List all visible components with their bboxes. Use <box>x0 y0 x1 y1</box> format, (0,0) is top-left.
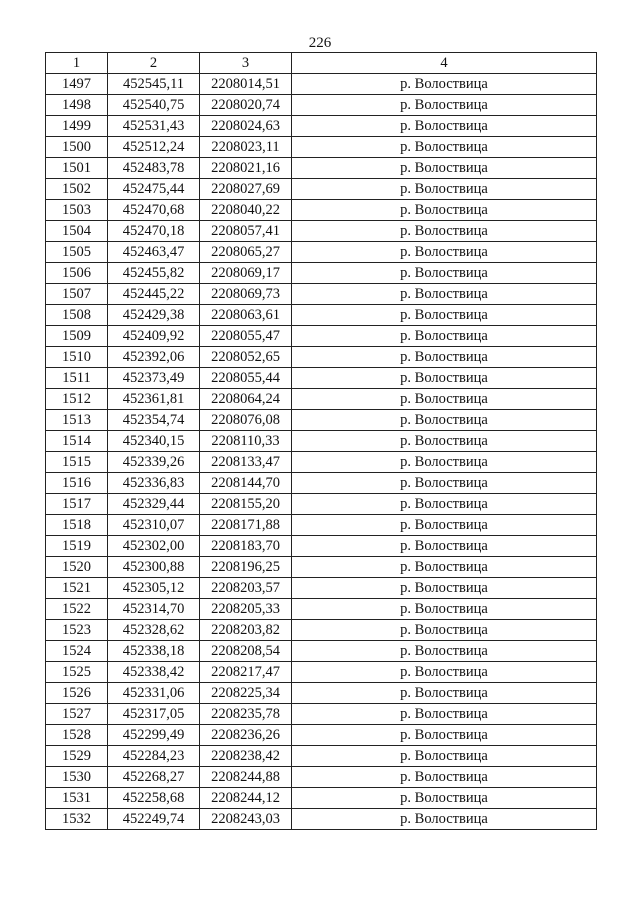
point-number-cell: 1532 <box>46 809 108 830</box>
description-cell: р. Волоствица <box>292 809 597 830</box>
table-row <box>46 536 597 557</box>
table-row <box>46 326 597 347</box>
point-number-cell: 1524 <box>46 641 108 662</box>
point-number-cell: 1511 <box>46 368 108 389</box>
point-number-cell: 1504 <box>46 221 108 242</box>
table-row <box>46 431 597 452</box>
x-coordinate-cell: 452354,74 <box>108 410 200 431</box>
point-number-cell: 1529 <box>46 746 108 767</box>
description-cell: р. Волоствица <box>292 704 597 725</box>
x-coordinate-cell: 452540,75 <box>108 95 200 116</box>
table-row <box>46 389 597 410</box>
description-cell: р. Волоствица <box>292 95 597 116</box>
y-coordinate-cell: 2208057,41 <box>200 221 292 242</box>
point-number-cell: 1514 <box>46 431 108 452</box>
x-coordinate-cell: 452268,27 <box>108 767 200 788</box>
x-coordinate-cell: 452314,70 <box>108 599 200 620</box>
x-coordinate-cell: 452545,11 <box>108 74 200 95</box>
table-row <box>46 221 597 242</box>
coordinates-table <box>45 52 597 830</box>
description-cell: р. Волоствица <box>292 368 597 389</box>
table-body <box>46 74 597 830</box>
x-coordinate-cell: 452429,38 <box>108 305 200 326</box>
y-coordinate-cell: 2208064,24 <box>200 389 292 410</box>
table-row <box>46 620 597 641</box>
column-header-2: 2 <box>108 53 200 74</box>
table-row <box>46 704 597 725</box>
point-number-cell: 1506 <box>46 263 108 284</box>
point-number-cell: 1520 <box>46 557 108 578</box>
table-row <box>46 410 597 431</box>
table-row <box>46 599 597 620</box>
x-coordinate-cell: 452284,23 <box>108 746 200 767</box>
x-coordinate-cell: 452483,78 <box>108 158 200 179</box>
x-coordinate-cell: 452338,42 <box>108 662 200 683</box>
table-header-row <box>46 53 597 74</box>
x-coordinate-cell: 452328,62 <box>108 620 200 641</box>
description-cell: р. Волоствица <box>292 515 597 536</box>
y-coordinate-cell: 2208217,47 <box>200 662 292 683</box>
description-cell: р. Волоствица <box>292 746 597 767</box>
description-cell: р. Волоствица <box>292 242 597 263</box>
y-coordinate-cell: 2208225,34 <box>200 683 292 704</box>
y-coordinate-cell: 2208144,70 <box>200 473 292 494</box>
description-cell: р. Волоствица <box>292 641 597 662</box>
point-number-cell: 1522 <box>46 599 108 620</box>
y-coordinate-cell: 2208069,17 <box>200 263 292 284</box>
table-row <box>46 494 597 515</box>
table-row <box>46 158 597 179</box>
description-cell: р. Волоствица <box>292 725 597 746</box>
point-number-cell: 1503 <box>46 200 108 221</box>
table-row <box>46 137 597 158</box>
table-row <box>46 515 597 536</box>
x-coordinate-cell: 452409,92 <box>108 326 200 347</box>
table-row <box>46 662 597 683</box>
description-cell: р. Волоствица <box>292 473 597 494</box>
x-coordinate-cell: 452310,07 <box>108 515 200 536</box>
y-coordinate-cell: 2208063,61 <box>200 305 292 326</box>
description-cell: р. Волоствица <box>292 200 597 221</box>
description-cell: р. Волоствица <box>292 494 597 515</box>
y-coordinate-cell: 2208235,78 <box>200 704 292 725</box>
table-row <box>46 347 597 368</box>
y-coordinate-cell: 2208040,22 <box>200 200 292 221</box>
x-coordinate-cell: 452361,81 <box>108 389 200 410</box>
table-row <box>46 95 597 116</box>
point-number-cell: 1530 <box>46 767 108 788</box>
description-cell: р. Волоствица <box>292 74 597 95</box>
y-coordinate-cell: 2208065,27 <box>200 242 292 263</box>
table-row <box>46 641 597 662</box>
description-cell: р. Волоствица <box>292 410 597 431</box>
table-row <box>46 683 597 704</box>
table-row <box>46 788 597 809</box>
description-cell: р. Волоствица <box>292 389 597 410</box>
x-coordinate-cell: 452300,88 <box>108 557 200 578</box>
point-number-cell: 1509 <box>46 326 108 347</box>
y-coordinate-cell: 2208052,65 <box>200 347 292 368</box>
table-row <box>46 725 597 746</box>
y-coordinate-cell: 2208244,12 <box>200 788 292 809</box>
x-coordinate-cell: 452249,74 <box>108 809 200 830</box>
table-row <box>46 179 597 200</box>
description-cell: р. Волоствица <box>292 158 597 179</box>
point-number-cell: 1512 <box>46 389 108 410</box>
point-number-cell: 1517 <box>46 494 108 515</box>
point-number-cell: 1507 <box>46 284 108 305</box>
x-coordinate-cell: 452470,68 <box>108 200 200 221</box>
x-coordinate-cell: 452338,18 <box>108 641 200 662</box>
y-coordinate-cell: 2208014,51 <box>200 74 292 95</box>
description-cell: р. Волоствица <box>292 326 597 347</box>
table-row <box>46 116 597 137</box>
x-coordinate-cell: 452317,05 <box>108 704 200 725</box>
table-row <box>46 809 597 830</box>
x-coordinate-cell: 452463,47 <box>108 242 200 263</box>
table-row <box>46 767 597 788</box>
y-coordinate-cell: 2208171,88 <box>200 515 292 536</box>
y-coordinate-cell: 2208203,82 <box>200 620 292 641</box>
y-coordinate-cell: 2208196,25 <box>200 557 292 578</box>
description-cell: р. Волоствица <box>292 599 597 620</box>
y-coordinate-cell: 2208236,26 <box>200 725 292 746</box>
point-number-cell: 1526 <box>46 683 108 704</box>
column-header-1: 1 <box>46 53 108 74</box>
y-coordinate-cell: 2208244,88 <box>200 767 292 788</box>
point-number-cell: 1505 <box>46 242 108 263</box>
point-number-cell: 1528 <box>46 725 108 746</box>
description-cell: р. Волоствица <box>292 557 597 578</box>
x-coordinate-cell: 452302,00 <box>108 536 200 557</box>
y-coordinate-cell: 2208055,47 <box>200 326 292 347</box>
description-cell: р. Волоствица <box>292 431 597 452</box>
y-coordinate-cell: 2208027,69 <box>200 179 292 200</box>
y-coordinate-cell: 2208183,70 <box>200 536 292 557</box>
x-coordinate-cell: 452339,26 <box>108 452 200 473</box>
table-row <box>46 473 597 494</box>
description-cell: р. Волоствица <box>292 305 597 326</box>
table-row <box>46 305 597 326</box>
y-coordinate-cell: 2208208,54 <box>200 641 292 662</box>
description-cell: р. Волоствица <box>292 179 597 200</box>
description-cell: р. Волоствица <box>292 578 597 599</box>
point-number-cell: 1498 <box>46 95 108 116</box>
table-row <box>46 746 597 767</box>
table-row <box>46 578 597 599</box>
y-coordinate-cell: 2208021,16 <box>200 158 292 179</box>
point-number-cell: 1527 <box>46 704 108 725</box>
point-number-cell: 1525 <box>46 662 108 683</box>
y-coordinate-cell: 2208133,47 <box>200 452 292 473</box>
page-number: 226 <box>308 35 332 51</box>
x-coordinate-cell: 452445,22 <box>108 284 200 305</box>
point-number-cell: 1501 <box>46 158 108 179</box>
y-coordinate-cell: 2208203,57 <box>200 578 292 599</box>
x-coordinate-cell: 452475,44 <box>108 179 200 200</box>
x-coordinate-cell: 452512,24 <box>108 137 200 158</box>
point-number-cell: 1521 <box>46 578 108 599</box>
table-row <box>46 557 597 578</box>
description-cell: р. Волоствица <box>292 263 597 284</box>
point-number-cell: 1515 <box>46 452 108 473</box>
table-row <box>46 284 597 305</box>
x-coordinate-cell: 452305,12 <box>108 578 200 599</box>
y-coordinate-cell: 2208205,33 <box>200 599 292 620</box>
column-header-4: 4 <box>292 53 597 74</box>
description-cell: р. Волоствица <box>292 662 597 683</box>
x-coordinate-cell: 452299,49 <box>108 725 200 746</box>
y-coordinate-cell: 2208069,73 <box>200 284 292 305</box>
description-cell: р. Волоствица <box>292 536 597 557</box>
point-number-cell: 1516 <box>46 473 108 494</box>
y-coordinate-cell: 2208020,74 <box>200 95 292 116</box>
x-coordinate-cell: 452258,68 <box>108 788 200 809</box>
description-cell: р. Волоствица <box>292 683 597 704</box>
y-coordinate-cell: 2208024,63 <box>200 116 292 137</box>
y-coordinate-cell: 2208155,20 <box>200 494 292 515</box>
x-coordinate-cell: 452331,06 <box>108 683 200 704</box>
y-coordinate-cell: 2208238,42 <box>200 746 292 767</box>
table-row <box>46 263 597 284</box>
description-cell: р. Волоствица <box>292 788 597 809</box>
y-coordinate-cell: 2208243,03 <box>200 809 292 830</box>
point-number-cell: 1523 <box>46 620 108 641</box>
description-cell: р. Волоствица <box>292 767 597 788</box>
table-row <box>46 74 597 95</box>
point-number-cell: 1531 <box>46 788 108 809</box>
point-number-cell: 1499 <box>46 116 108 137</box>
description-cell: р. Волоствица <box>292 452 597 473</box>
x-coordinate-cell: 452340,15 <box>108 431 200 452</box>
point-number-cell: 1510 <box>46 347 108 368</box>
x-coordinate-cell: 452455,82 <box>108 263 200 284</box>
x-coordinate-cell: 452373,49 <box>108 368 200 389</box>
point-number-cell: 1502 <box>46 179 108 200</box>
table-row <box>46 452 597 473</box>
table-row <box>46 200 597 221</box>
x-coordinate-cell: 452329,44 <box>108 494 200 515</box>
point-number-cell: 1513 <box>46 410 108 431</box>
x-coordinate-cell: 452392,06 <box>108 347 200 368</box>
description-cell: р. Волоствица <box>292 137 597 158</box>
description-cell: р. Волоствица <box>292 284 597 305</box>
point-number-cell: 1519 <box>46 536 108 557</box>
y-coordinate-cell: 2208110,33 <box>200 431 292 452</box>
description-cell: р. Волоствица <box>292 347 597 368</box>
y-coordinate-cell: 2208076,08 <box>200 410 292 431</box>
description-cell: р. Волоствица <box>292 620 597 641</box>
table-row <box>46 368 597 389</box>
description-cell: р. Волоствица <box>292 116 597 137</box>
x-coordinate-cell: 452531,43 <box>108 116 200 137</box>
y-coordinate-cell: 2208023,11 <box>200 137 292 158</box>
point-number-cell: 1497 <box>46 74 108 95</box>
description-cell: р. Волоствица <box>292 221 597 242</box>
table-row <box>46 242 597 263</box>
point-number-cell: 1500 <box>46 137 108 158</box>
point-number-cell: 1518 <box>46 515 108 536</box>
point-number-cell: 1508 <box>46 305 108 326</box>
column-header-3: 3 <box>200 53 292 74</box>
x-coordinate-cell: 452470,18 <box>108 221 200 242</box>
x-coordinate-cell: 452336,83 <box>108 473 200 494</box>
y-coordinate-cell: 2208055,44 <box>200 368 292 389</box>
